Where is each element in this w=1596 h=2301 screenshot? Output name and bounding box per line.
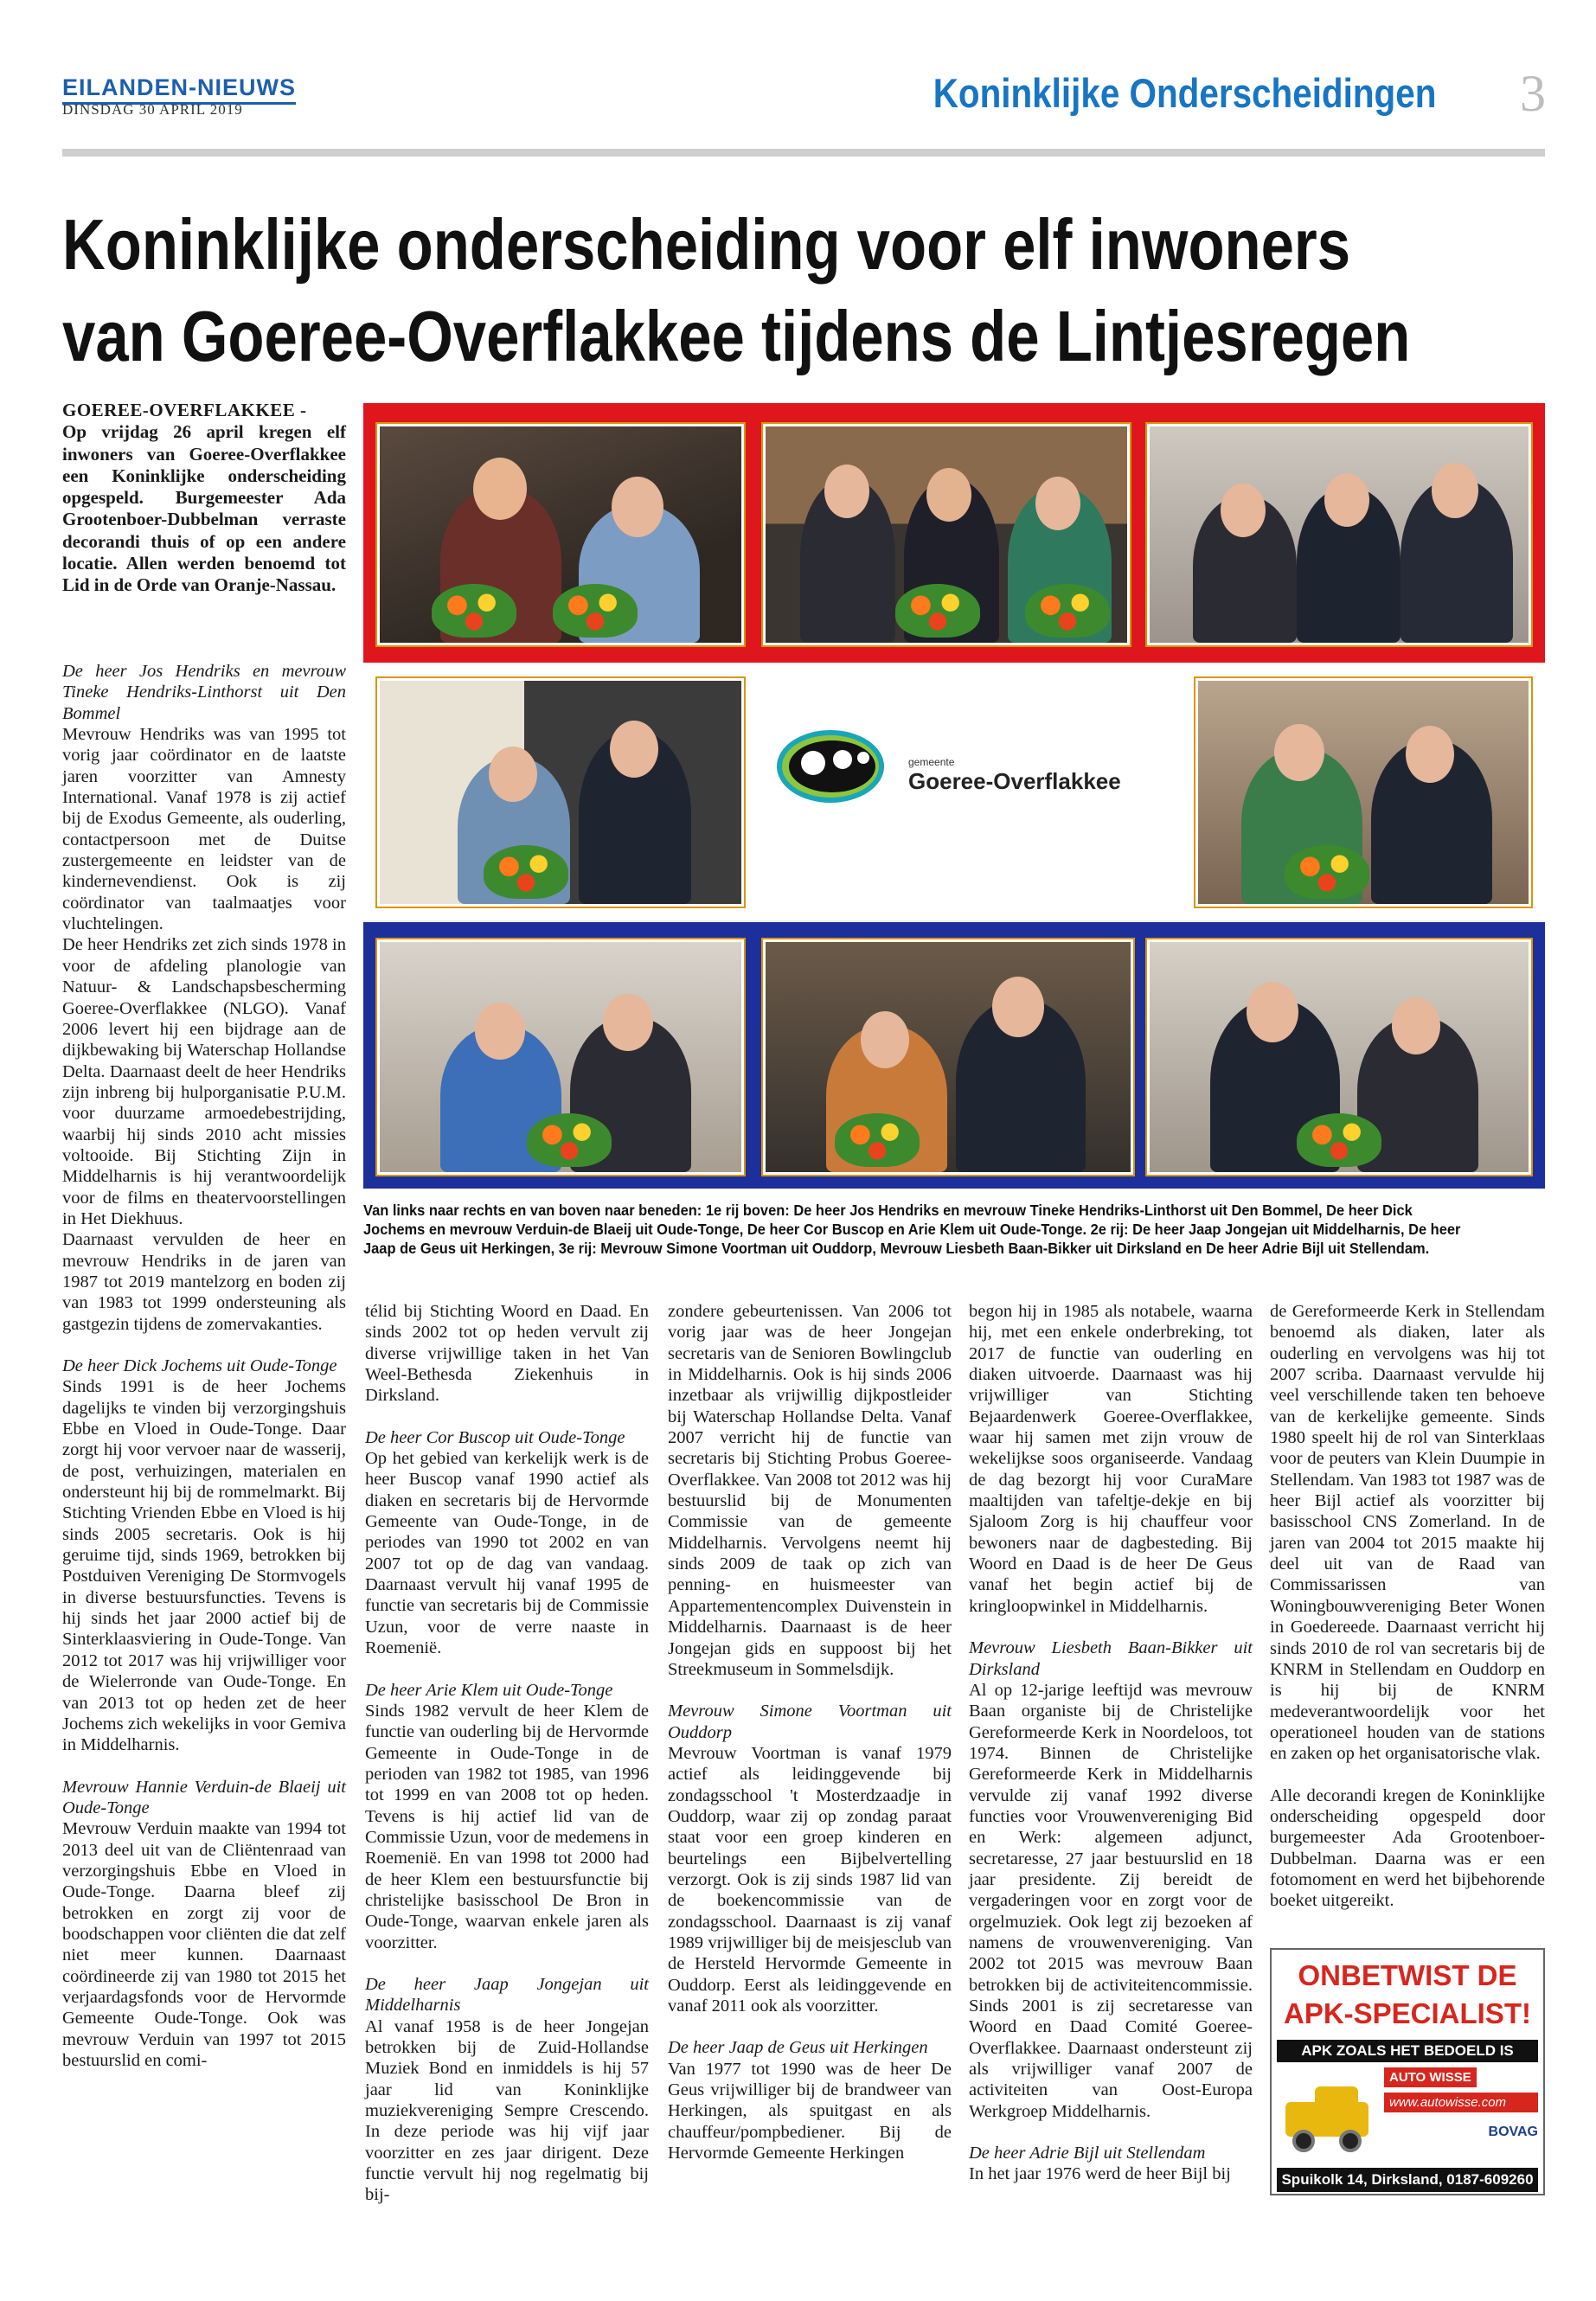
newspaper-logo: EILANDEN-NIEUWS (62, 74, 296, 105)
logo-name-text: Goeree-Overflakkee (908, 768, 1121, 794)
paragraph: Sinds 1991 is de heer Jochems dagelijks te vinden bij verzorgingshuis Ebbe en Vloed in Oude-Tonge. Daar zorgt hij voor vervoer naar de wasserij, de post, verhuizingen, materialen en ondersteunt hij bij de rommelmarkt. Bij Stichting Vrienden Ebbe en Vloed is hij sinds 2005 secretaris. Ook is hij geruime tijd, sinds 1969, betrokken bij Postduiven Vereniging De Stormvogels in diverse bestuursfuncties. Tevens is hij sinds het jaar 2000 actief bij de Sinterklaasviering in Oude-Tonge. Van 2012 tot 2017 was hij vrijwilliger voor de Wielerronde van Oude-Tonge. En van 2013 tot op heden zet de heer Jochems zich wekelijks in voor Gemiva in Middelharnis. (62, 1377, 346, 1755)
logo-gemeente-text: gemeente (908, 756, 955, 768)
gemeente-logo (770, 715, 1151, 844)
paragraph: Mevrouw Voortman is vanaf 1979 actief als leidinggevende bij zondagsschool 't Mosterdzaadje in Ouddorp, waar zij op zondag paraat staat voor een groep kinderen en beurtelings een Bijbelvertelling verzorgt. Ook is zij sinds 1987 lid van de boekencommissie van de zondagsschool. Daarnaast is zij vanaf 1989 vrijwilliger bij de meisjesclub van de Hersteld Hervormde Gemeente in Ouddorp. Eerst als leidinggevende en vanaf 2011 ook als voorzitter. (668, 1743, 952, 2016)
subheading-jochems: De heer Dick Jochems uit Oude-Tonge (62, 1356, 337, 1375)
paragraph: begon hij in 1985 als notabele, waarna hij, met een enkele onderbreking, tot 2017 de functie van ouderling en diaken uitvoerde. Daarnaast was hij vrijwilliger van Stichting Bejaardenwerk Goeree-Overflakkee, waar hij samen met zijn vrouw de wekelijkse soos organiseerde. Vandaag de dag bezorgt hij voor CuraMare maaltijden van tafeltje-dekje en bij Sjaloom Zorg is hij chauffeur voor bewoners naar de dagbesteding. Bij Woord en Daad is de heer De Geus vanaf het begin actief bij de kringloopwinkel in Middelharnis. (969, 1302, 1253, 1616)
paragraph: de Gereformeerde Kerk in Stellendam benoemd als diaken, later als ouderling en vervolgens was hij tot 2007 scriba. Daarnaast vervulde hij veel verschillende taken ten behoeve van de kerkelijke gemeente. Sinds 1980 speelt hij de rol van Sinterklaas voor de peuters van Klein Duumpie in Stellendam. Van 1983 tot 1987 was de heer Bijl actief als voorzitter bij basisschool CNS Zomerland. In de jaren van 2004 tot 2015 maakte hij deel uit van de Raad van Commissarissen van Woningbouwvereniging Beter Wonen in Goedereede. Daarnaast verricht hij sinds 2010 de rol van secretaris bij de KNRM in Stellendam en Ouddorp en is hij bij de KNRM medeverantwoordelijk voor het operationeel houden van de stations en zaken op het organisatorische vlak. (1270, 1302, 1545, 1764)
paragraph: Daarnaast vervulden de heer en mevrouw Hendriks in de jaren van 1987 tot 2019 mantelzorg en boden zij van 1983 tot 1999 ondersteuning als gastgezin tijdens de zomervakanties. (62, 1230, 346, 1334)
subheading-de-geus: De heer Jaap de Geus uit Herkingen (668, 2038, 928, 2058)
photo-jochems-verduin (763, 424, 1130, 645)
article-headline (62, 199, 1411, 382)
photo-buscop-klem (1147, 424, 1531, 645)
article-column-3 (668, 1301, 952, 2163)
article-column-1 (62, 661, 346, 2071)
paragraph: Mevrouw Verduin maakte van 1994 tot 2013 deel uit van de Cliëntenraad van verzorgingshuis Ebbe en Vloed in Oude-Tonge. Daarna bleef zij betrokken en zorgt zij voor de boodschappen voor cliënten die dat zelf niet meer kunnen. Daarnaast coördineerde zij van 1980 tot 2015 het verjaardagsfonds voor de Hervormde Gemeente Oude-Tonge. Ook was mevrouw Verduin van 1997 tot 2015 bestuurslid en comi- (62, 1819, 346, 2070)
ad-headline (1277, 1957, 1538, 2033)
paragraph: télid bij Stichting Woord en Daad. En sinds 2002 tot op heden vervult zij diverse vrijwillige taken in het Van Weel-Bethesda Ziekenhuis in Dirksland. (365, 1302, 649, 1406)
ad-tagline: APK ZOALS HET BEDOELD IS (1277, 2040, 1538, 2062)
photo-de-geus (1195, 678, 1531, 907)
article-column-4 (969, 1301, 1253, 2185)
photo-bijl (1147, 939, 1531, 1175)
tow-truck-icon (1277, 2067, 1377, 2163)
subheading-baan: Mevrouw Liesbeth Baan-Bikker uit Dirksland (969, 1638, 1253, 1679)
photo-jongejan (377, 678, 744, 907)
ad-brand: AUTO WISSE (1384, 2067, 1477, 2087)
paragraph: In het jaar 1976 werd de heer Bijl bij (969, 2164, 1231, 2184)
photo-baan-bikker (763, 939, 1133, 1175)
ad-headline-line-1: ONBETWIST DE (1298, 1959, 1517, 1991)
paragraph: Mevrouw Hendriks was van 1995 tot vorig jaar coördinator en de laatste jaren voorzitter van Amnesty International. Vanaf 1978 is zij actief bij de Exodus Gemeente, als ouderling, contactpersoon met de Duitse zustergemeente en leidster van de kindernevendienst. Ook is zij coördinator van taalmaatjes voor vluchtelingen. (62, 725, 346, 934)
subheading-klem: De heer Arie Klem uit Oude-Tonge (365, 1680, 613, 1700)
ad-brand-block (1384, 2067, 1538, 2163)
subheading-jongejan: De heer Jaap Jongejan uit Middelharnis (365, 1974, 649, 2016)
subheading-hendriks: De heer Jos Hendriks en mevrouw Tineke Hendriks-Linthorst uit Den Bommel (62, 662, 346, 723)
subheading-buscop: De heer Cor Buscop uit Oude-Tonge (365, 1427, 625, 1447)
closing-paragraph: Alle decorandi kregen de Koninklijke onderscheiding opgespeld door burgemeester Ada Grootenboer-Dubbelman. Daarna was er een fotomoment en werd het bijbehorende boeket uitgereikt. (1270, 1785, 1545, 1911)
header-rule (62, 149, 1545, 157)
photo-caption: Van links naar rechts en van boven naar beneden: 1e rij boven: De heer Jos Hendriks en mevrouw Tineke Hendriks-Linthorst uit Den Bommel, De heer Dick Jochems en mevrouw Verduin-de Blaeij uit Oude-Tonge, De heer Cor Buscop en Arie Klem uit Oude-Tonge. 2e rij: De heer Jaap Jongejan uit Middelharnis, De heer Jaap de Geus uit Herkingen, 3e rij: Mevrouw Simone Voortman uit Ouddorp, Mevrouw Liesbeth Baan-Bikker uit Dirksland en De heer Adrie Bijl uit Stellendam. (363, 1202, 1461, 1257)
photo-collage (363, 403, 1545, 1189)
photo-hendriks (377, 424, 744, 645)
article-column-5 (1270, 1301, 1545, 1912)
headline-line-1: Koninklijke onderscheiding voor elf inwoners (62, 204, 1351, 285)
photo-voortman (377, 939, 744, 1175)
paragraph: Op het gebied van kerkelijk werk is de heer Buscop vanaf 1990 actief als diaken en secretaris bij de Hervormde Gemeente van Oude-Tonge, in de periodes van 1990 tot 2002 en van 2007 tot op de dag van vandaag. Daarnaast vervult hij vanaf 1995 de functie van secretaris bij de Commissie Uzun, voor de verre naaste in Roemenië. (365, 1449, 649, 1658)
article-lead (62, 400, 346, 597)
section-title: Koninklijke Onderscheidingen (933, 70, 1436, 116)
subheading-verduin: Mevrouw Hannie Verduin-de Blaeij uit Oude-Tonge (62, 1777, 346, 1817)
ad-address: Spuikolk 14, Dirksland, 0187-609260 (1277, 2168, 1538, 2192)
ad-headline-line-2: APK-SPECIALIST! (1283, 1997, 1531, 2029)
paragraph: zondere gebeurtenissen. Van 2006 tot vorig jaar was de heer Jongejan secretaris van de Senioren Bowlingclub in Middelharnis. Ook is hij sinds 2006 inzetbaar als vrijwillig dijkpostleider bij Waterschap Hollandse Delta. Vanaf 2007 verricht hij de functie van secretaris bij Stichting Probus Goeree-Overflakkee. Van 2008 tot 2012 was hij bestuurslid bij de Monumenten Commissie van de gemeente Middelharnis. Vervolgens neemt hij sinds 2009 de taak op zich van penning- en huismeester van Appartementencomplex Duivenstein in Middelharnis. Daarnaast is de heer Jongejan gids en suppoost bij het Streekmuseum in Sommelsdijk. (668, 1302, 952, 1679)
page-number: 3 (1520, 65, 1546, 122)
advertisement[interactable] (1270, 1948, 1545, 2195)
issue-date: DINSDAG 30 APRIL 2019 (62, 101, 243, 118)
article-column-2 (365, 1301, 649, 2206)
paragraph: De heer Hendriks zet zich sinds 1978 in voor de afdeling planologie van Natuur- & Landschapsbescherming Goeree-Overflakkee (NLGO). Vanaf 2006 levert hij een bijdrage aan de dijkbewaking bij Waterschap Hollandse Delta. Daarnaast deelt de heer Hendriks zijn inbreng bij hulporganisatie P.U.M. voor duurzame armoedebestrijding, waarbij hij sinds 2010 acht missies voltooide. Bij Stichting Zijn in Middelharnis is hij verantwoordelijk voor de films en theatervoorstellingen in Het Diekhuus. (62, 935, 346, 1228)
gemeente-logo-icon (770, 715, 900, 818)
bovag-logo: BOVAG (1488, 2125, 1538, 2139)
paragraph: Sinds 1982 vervult de heer Klem de functie van ouderling bij de Hervormde Gemeente in Oude-Tonge in de perioden van 1982 tot 1985, van 1996 tot 1999 en van 2008 tot op heden. Tevens is hij actief lid van de Commissie Uzun, voor de medemens in Roemenië. En van 1998 tot 2000 had de heer Klem een bestuursfunctie bij christelijke basisschool De Bron in Oude-Tonge, waarvan enkele jaren als voorzitter. (365, 1701, 649, 1952)
lead-text: Op vrijdag 26 april kregen elf inwoners van Goeree-Overflakkee een Koninklijke onderscheiding opgespeld. Burgemeester Ada Grootenboer-Dubbelman verraste decorandi thuis of op een andere locatie. Allen werden benoemd tot Lid in de Orde van Oranje-Nassau. (62, 421, 346, 596)
ad-url[interactable]: www.autowisse.com (1384, 2093, 1538, 2112)
headline-line-2: van Goeree-Overflakkee tijdens de Lintjesregen (62, 296, 1411, 376)
paragraph: Al vanaf 1958 is de heer Jongejan betrokken bij de Zuid-Hollandse Muziek Bond en inmiddels is hij 57 jaar lid van Koninklijke muziekvereniging Sempre Crescendo. In deze periode was hij vijf jaar voorzitter en zes jaar dirigent. Deze functie vervult hij nog regelmatig bij bij- (365, 2016, 649, 2205)
subheading-bijl: De heer Adrie Bijl uit Stellendam (969, 2144, 1206, 2163)
paragraph: Van 1977 tot 1990 was de heer De Geus vrijwilliger bij de brandweer van Herkingen, als spuitgast en als chauffeur/pompbediener. Bij de Hervormde Gemeente Herkingen (668, 2059, 952, 2163)
dateline: GOEREE-OVERFLAKKEE - (62, 400, 307, 420)
paragraph: Al op 12-jarige leeftijd was mevrouw Baan organiste bij de Christelijke Gereformeerde Kerk in Noordeloos, tot 1974. Binnen de Christelijke Gereformeerde Kerk in Middelharnis vervulde zij vanaf 1992 diverse functies voor Vrouwenvereniging Bid en Werk: algemeen adjunct, secretaresse, 27 jaar bestuurslid en 18 jaar presidente. Zij bereidt de vergaderingen voor en zorgt voor de orgelmuziek. Ook legt zij bezoeken af namens de vrouwenvereniging. Van 2002 tot 2015 was mevrouw Baan betrokken bij de activiteitencommissie. Sinds 2001 is zij secretaresse van Woord en Daad Comité Goeree-Overflakkee. Daarnaast ondersteunt zij als vrijwilliger vanaf 2007 de activiteiten van Oost-Europa Werkgroep Middelharnis. (969, 1680, 1253, 2121)
subheading-voortman: Mevrouw Simone Voortman uit Ouddorp (668, 1702, 952, 1742)
ad-content-row (1277, 2067, 1538, 2163)
